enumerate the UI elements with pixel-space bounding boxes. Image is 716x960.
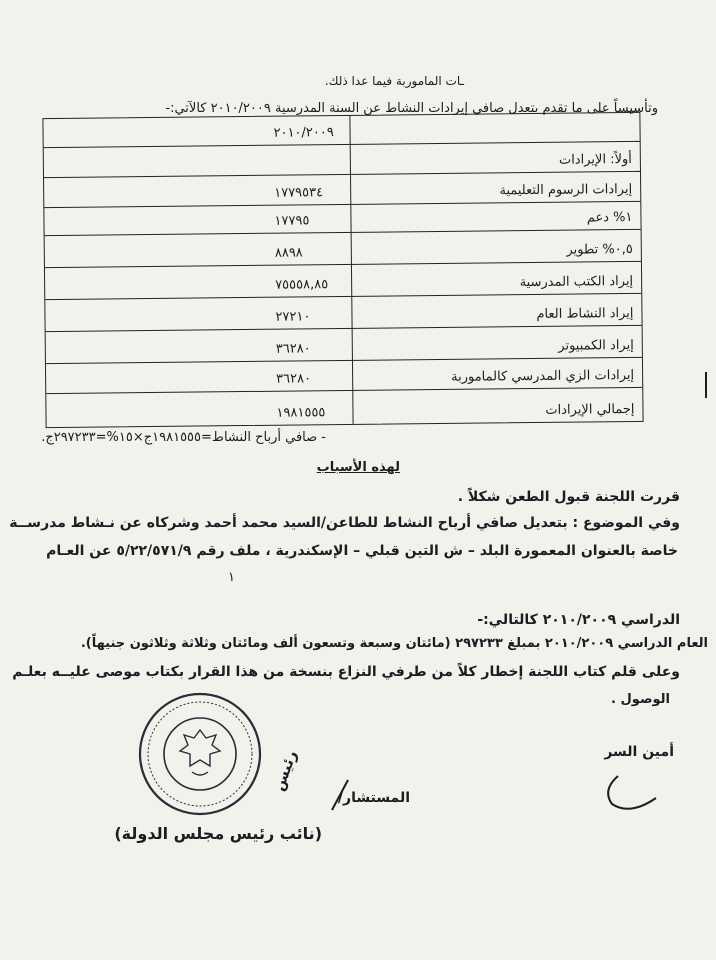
- counselor-signature: [318, 776, 358, 816]
- table-row-label: إيراد الكتب المدرسية: [519, 273, 634, 291]
- secretary-label: أمين السر: [604, 744, 674, 760]
- table-row-value: ١٩٨١٥٥٥: [276, 405, 326, 421]
- table-row-value: ١٧٧٩٥٣٤: [274, 185, 324, 201]
- table-row-value: ٢٧٢١٠: [275, 309, 311, 325]
- counselor-label: المستشار/: [337, 790, 410, 806]
- decision-amount-line: العام الدراسي ٢٠١٠/٢٠٠٩ بمبلغ ٢٩٧٢٣٣ (مائتان وسبعة وتسعون ألف ومائتان وثلاثة وثلاثون جنيهاً).: [80, 636, 708, 651]
- table-row-value: ٣٦٢٨٠: [275, 341, 311, 357]
- decision-subject-line-2: خاصة بالعنوان المعمورة البلد – ش التين قبلي – الإسكندرية ، ملف رقم ٥/٢٢/٥٧١/٩ عن العـام: [46, 543, 678, 559]
- vice-president-label: (نائب رئيس مجلس الدولة): [114, 824, 322, 843]
- table-row-label: إيراد النشاط العام: [536, 305, 634, 322]
- decision-accept-form: قررت اللجنة قبول الطعن شكلاً .: [457, 489, 680, 505]
- page-mark: ١: [228, 570, 235, 585]
- table-row-label: أولاً: الإيرادات: [558, 151, 632, 168]
- table-row: [46, 387, 642, 427]
- decision-notify-line-2: الوصول .: [611, 692, 670, 707]
- table-row-value: ٣٦٢٨٠: [276, 371, 312, 387]
- decision-subject-line-1: وفي الموضوع : بتعديل صافي أرباح النشاط للطاعن/السيد محمد أحمد وشركاه عن نـشاط مدرســة: [9, 515, 680, 531]
- table-row-label: إجمالي الإيرادات: [545, 401, 635, 418]
- table-row-label: ٠,٥% تطوير: [566, 241, 633, 258]
- table-row-value: ٨٨٩٨: [274, 245, 303, 261]
- decision-notify-line: وعلى قلم كتاب اللجنة إخطار كلاً من طرفي النزاع بنسخة من هذا القرار بكتاب موصى عليــه بعلـم: [12, 664, 680, 680]
- table-row-label: إيرادات الزي المدرسي كالماموربة: [451, 367, 635, 385]
- reasons-heading: لهذه الأسباب: [316, 460, 400, 475]
- table-row-value: ١٧٧٩٥: [274, 213, 310, 229]
- net-profit-line: - صافي أرباح النشاط=١٩٨١٥٥٥ج×١٥%=٢٩٧٢٣٣ج.: [41, 430, 326, 445]
- margin-mark: [700, 370, 712, 400]
- table-row-value: ٧٥٥٥٨,٨٥: [275, 277, 329, 293]
- table-row-label: إيرادات الرسوم التعليمية: [499, 181, 633, 199]
- table-row-label: إيراد الكمبيوتر: [558, 337, 634, 354]
- decision-year-line: الدراسي ٢٠١٠/٢٠٠٩ كالتالي:-: [477, 612, 680, 628]
- revenue-table: [42, 112, 643, 428]
- header-line-1: ـات الماموربة فيما عدا ذلك.: [324, 74, 464, 88]
- header-line-2: وتأسيساً على ما تقدم بتعدل صافي إيرادات النشاط عن السنة المدرسية ٢٠١٠/٢٠٠٩ كالآتي:-: [165, 101, 658, 116]
- official-seal: [136, 690, 264, 818]
- table-year-header: ٢٠١٠/٢٠٠٩: [273, 125, 334, 141]
- chairman-label: رئيس: [269, 748, 301, 794]
- secretary-signature: [598, 770, 668, 820]
- table-row-label: ١% دعم: [586, 209, 633, 226]
